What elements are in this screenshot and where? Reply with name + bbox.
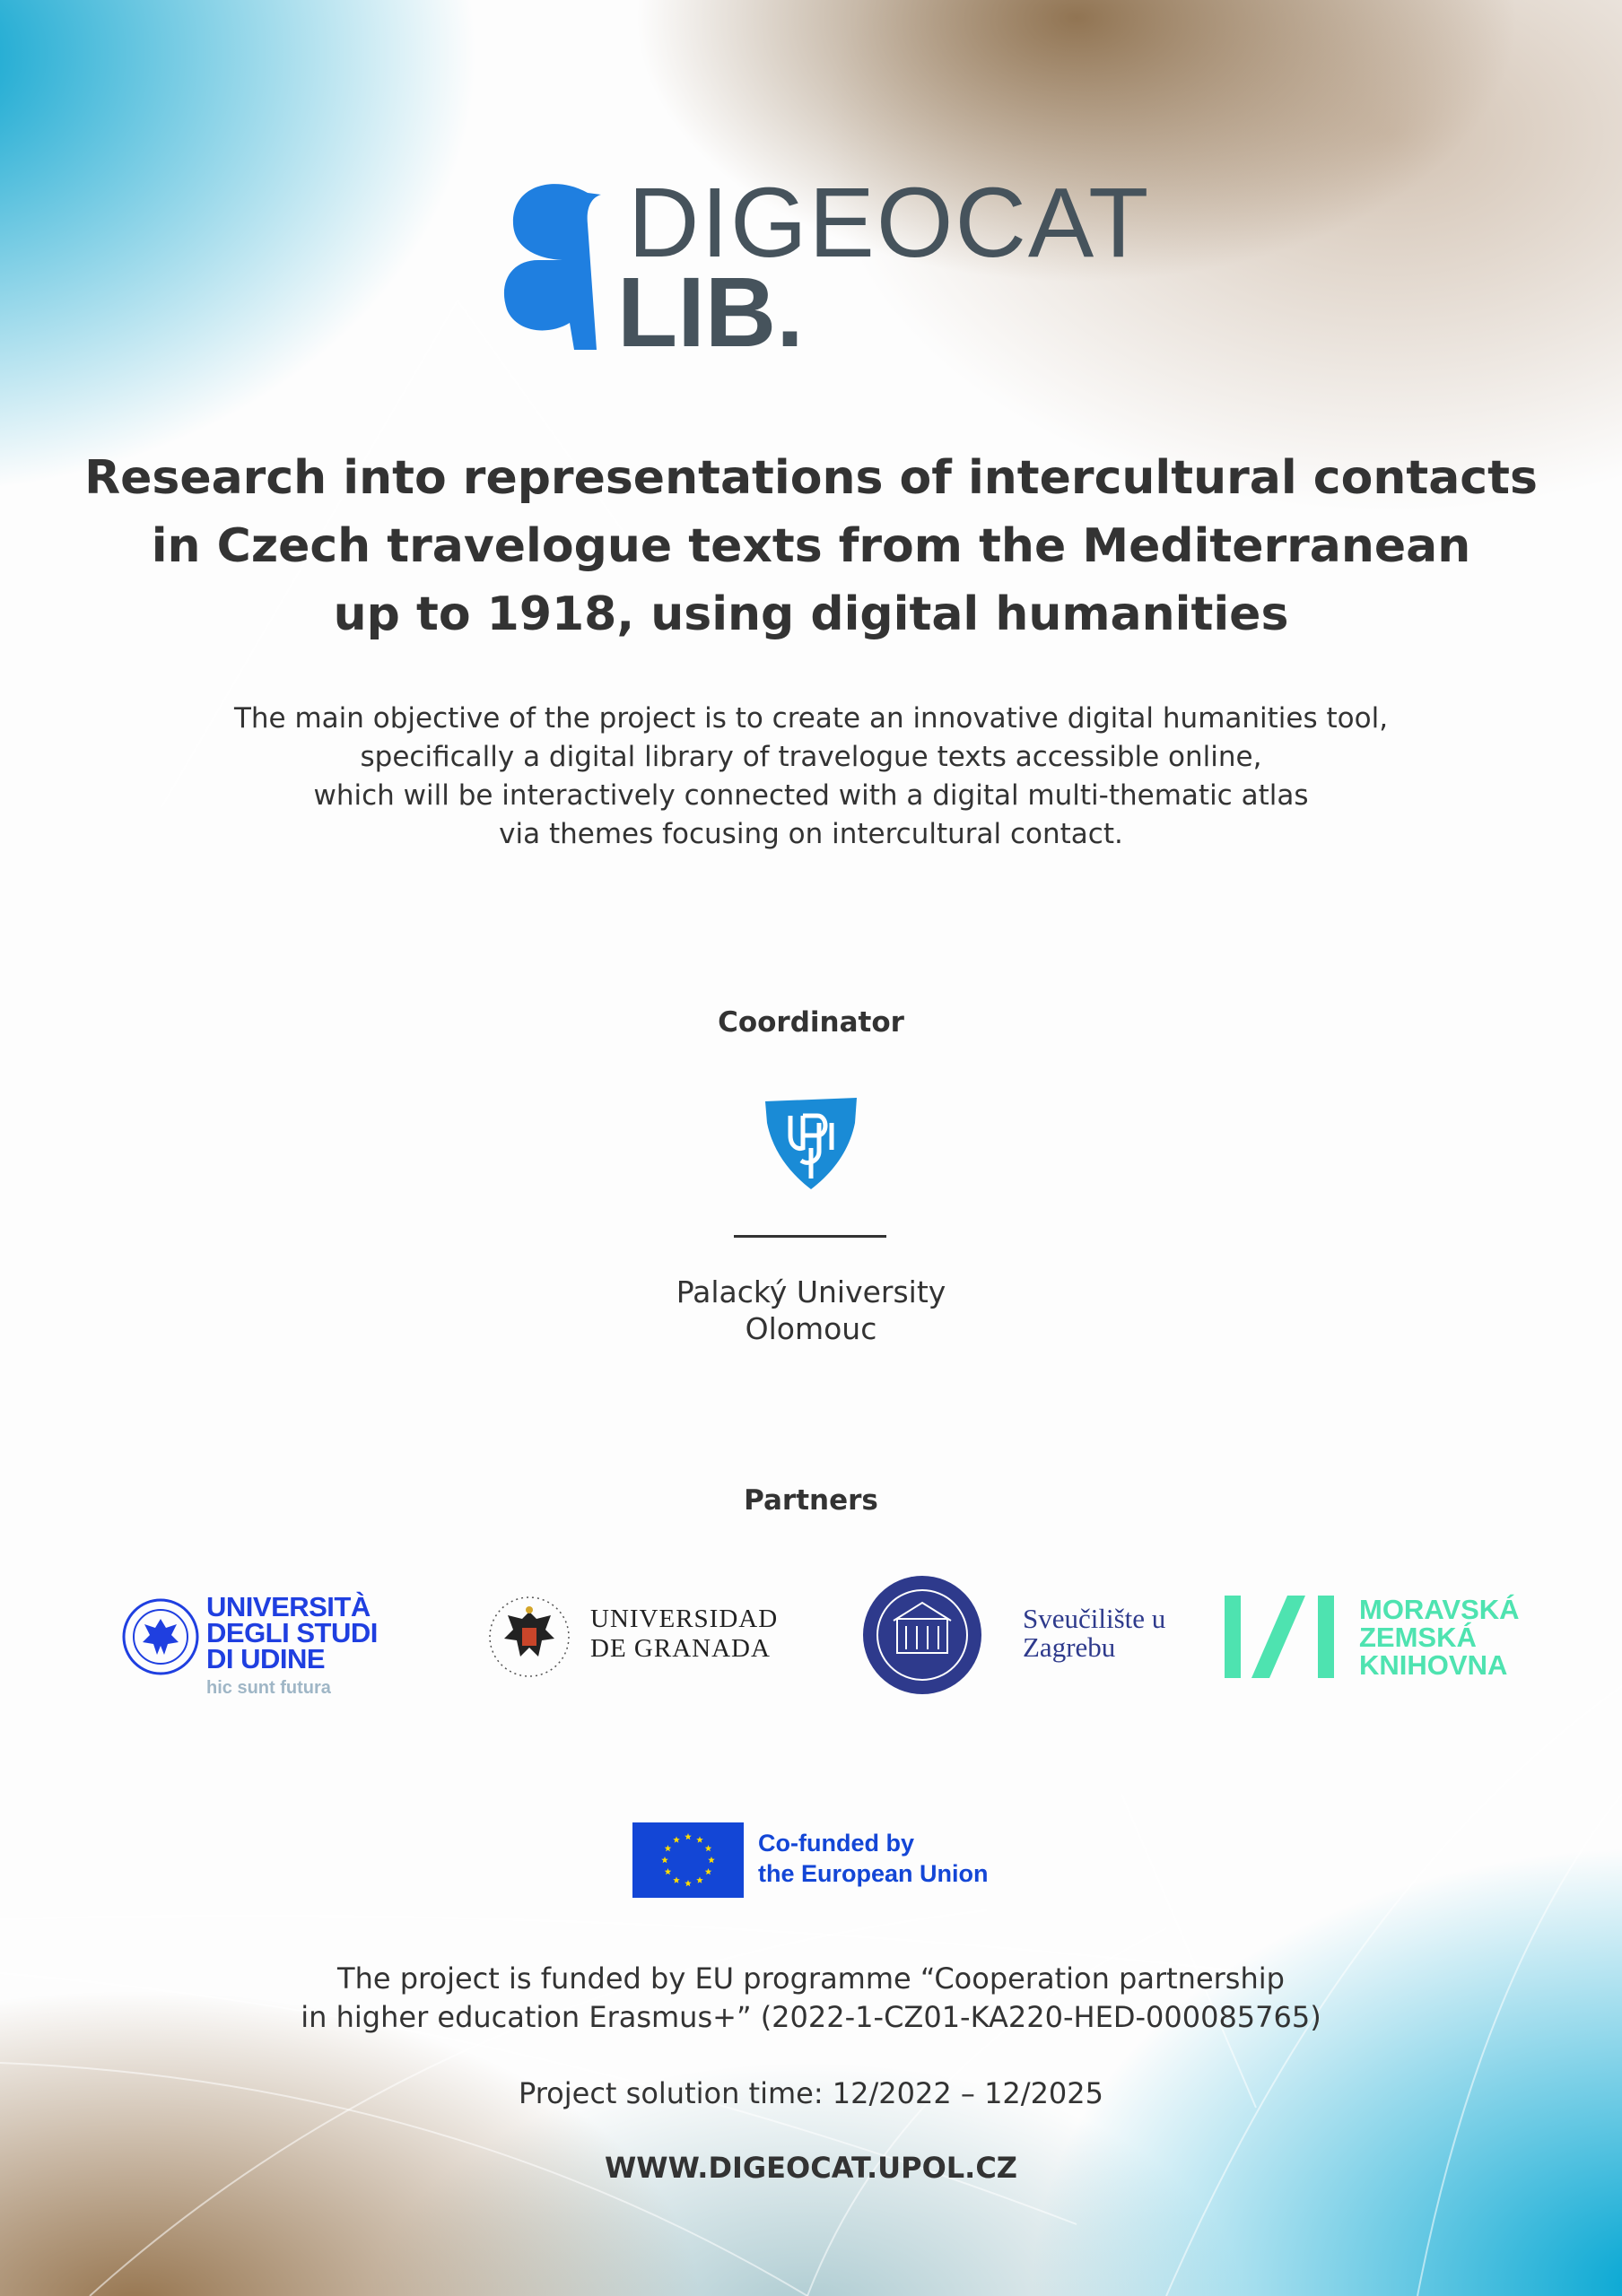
zagreb-name-line: Zagrebu bbox=[1023, 1631, 1116, 1663]
logo-word-digeocat: DIGEOCAT bbox=[628, 168, 1151, 278]
coordinator-name bbox=[0, 1274, 1622, 1347]
description-line: via themes focusing on intercultural contact. bbox=[499, 818, 1123, 850]
title-line: in Czech travelogue texts from the Mediterranean bbox=[151, 519, 1471, 573]
funding-line: in higher education Erasmus+” (2022-1-CZ01-KA220-HED-000085765) bbox=[301, 2000, 1321, 2034]
mzk-mark-icon bbox=[1225, 1596, 1341, 1682]
eu-cofunded-label bbox=[758, 1828, 989, 1889]
udine-name-line: DEGLI STUDI bbox=[206, 1617, 378, 1648]
mzk-name-line: ZEMSKÁ bbox=[1359, 1622, 1477, 1653]
title-line: up to 1918, using digital humanities bbox=[333, 587, 1289, 641]
granada-name bbox=[590, 1605, 778, 1664]
zagreb-name bbox=[1023, 1605, 1165, 1662]
partner-zagreb-logo bbox=[861, 1574, 1184, 1700]
funding-statement bbox=[0, 1960, 1622, 2037]
project-description bbox=[0, 700, 1622, 854]
coordinator-divider bbox=[734, 1235, 886, 1238]
project-title bbox=[0, 444, 1622, 648]
eu-flag-icon bbox=[632, 1822, 744, 1898]
project-time: Project solution time: 12/2022 – 12/2025 bbox=[518, 2076, 1103, 2110]
coordinator-name-line: Olomouc bbox=[745, 1311, 877, 1346]
coordinator-name-line: Palacký University bbox=[676, 1274, 946, 1309]
granada-name-line: DE GRANADA bbox=[590, 1634, 771, 1663]
logo-word-lib: LIB. bbox=[617, 257, 804, 368]
zagreb-seal-icon bbox=[861, 1574, 983, 1696]
palacky-university-shield-icon bbox=[763, 1096, 859, 1191]
partner-mzk-logo bbox=[1225, 1592, 1530, 1682]
coordinator-heading: Coordinator bbox=[718, 1006, 904, 1039]
description-line: specifically a digital library of travelogue texts accessible online, bbox=[360, 741, 1262, 773]
granada-name-line: UNIVERSIDAD bbox=[590, 1605, 779, 1633]
title-line: Research into representations of intercultural contacts bbox=[84, 451, 1538, 505]
udine-motto: hic sunt futura bbox=[206, 1678, 331, 1698]
partner-udine-logo bbox=[121, 1592, 417, 1700]
eu-label-line: the European Union bbox=[758, 1860, 989, 1887]
udine-name bbox=[206, 1591, 378, 1674]
udine-name-line: DI UDINE bbox=[206, 1643, 326, 1674]
mzk-name-line: MORAVSKÁ bbox=[1359, 1594, 1520, 1625]
ampersand-logo-icon bbox=[502, 175, 619, 354]
digeocat-lib-logo bbox=[502, 168, 1151, 368]
granada-eagle-crest-icon bbox=[484, 1592, 574, 1682]
mzk-name bbox=[1359, 1596, 1520, 1679]
partners-heading: Partners bbox=[744, 1484, 878, 1517]
mzk-name-line: KNIHOVNA bbox=[1359, 1649, 1508, 1681]
website-link[interactable]: WWW.DIGEOCAT.UPOL.CZ bbox=[605, 2151, 1017, 2185]
udine-seal-icon bbox=[121, 1597, 200, 1676]
description-line: which will be interactively connected with a digital multi-thematic atlas bbox=[313, 779, 1309, 812]
zagreb-name-line: Sveučilište u bbox=[1023, 1603, 1166, 1634]
funding-line: The project is funded by EU programme “Cooperation partnership bbox=[337, 1961, 1285, 1996]
eu-label-line: Co-funded by bbox=[758, 1830, 914, 1857]
udine-name-line: UNIVERSITÀ bbox=[206, 1591, 371, 1622]
partner-granada-logo bbox=[484, 1592, 789, 1682]
eu-cofunded-logo bbox=[632, 1822, 1009, 1899]
description-line: The main objective of the project is to create an innovative digital humanities tool, bbox=[233, 702, 1389, 735]
